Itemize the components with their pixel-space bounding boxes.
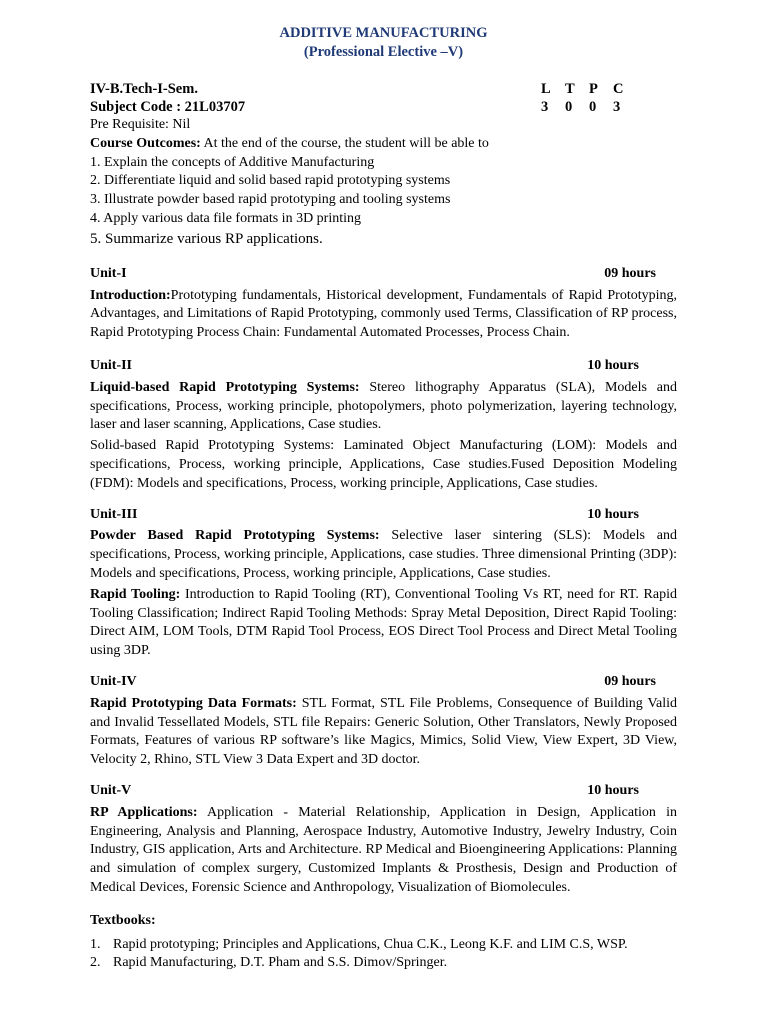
subject-code: Subject Code : 21L03707 [90, 99, 246, 115]
ltpc-label-c: C [613, 81, 624, 97]
topic-heading: Liquid-based Rapid Prototyping Systems: [90, 379, 360, 395]
topic-heading: RP Applications: [90, 804, 198, 820]
unit-paragraph [90, 804, 677, 898]
ltpc-value-l: 3 [541, 99, 549, 115]
unit-name: Unit-I [90, 265, 127, 281]
topic-text: Stereo lithography Apparatus (SLA), Models and specifications, Process, working principle, photopolymers, photo polymerization, layering technology, laser and laser scanning, Applications, Case studies. [90, 379, 677, 433]
prerequisite: Pre Requisite: Nil [90, 117, 191, 132]
course-subtitle: (Professional Elective –V) [303, 44, 464, 60]
textbook-number: 1. [90, 937, 101, 953]
topic-heading: Powder Based Rapid Prototyping Systems: [90, 528, 380, 544]
unit-paragraph [90, 379, 677, 435]
unit-hours: 10 hours [587, 506, 639, 522]
unit-hours: 10 hours [587, 782, 639, 798]
topic-heading: Rapid Prototyping Data Formats: [90, 695, 297, 711]
outcome-item: 1. Explain the concepts of Additive Manufacturing [90, 154, 375, 170]
unit-name: Unit-II [90, 357, 133, 373]
course-title: ADDITIVE MANUFACTURING [279, 25, 488, 41]
outcome-item: 4. Apply various data file formats in 3D printing [90, 210, 362, 226]
topic-heading: Introduction: [90, 287, 171, 303]
topic-text: Introduction to Rapid Tooling (RT), Conventional Tooling Vs RT, need for RT. Rapid Tooling Classification; Indirect Rapid Tooling Methods: Spray Metal Deposition, Direct Rapid Tooling: Direct AIM, LOM Tools, DTM Rapid Tool Process, EOS Direct Tool Process and Direct Metal Tooling using 3DP. [90, 586, 677, 659]
unit-hours: 10 hours [587, 357, 639, 373]
textbook-number: 2. [90, 954, 101, 970]
unit-hours: 09 hours [604, 265, 656, 281]
ltpc-label-l: L [541, 81, 551, 97]
outcome-item: 2. Differentiate liquid and solid based rapid prototyping systems [90, 173, 451, 189]
textbook-item [90, 954, 677, 972]
textbooks-heading: Textbooks: [90, 912, 156, 928]
textbook-item [90, 936, 677, 954]
ltpc-value-t: 0 [565, 99, 573, 115]
unit-5-heading [90, 782, 677, 801]
unit-1-heading [90, 265, 677, 284]
syllabus-page [90, 24, 677, 971]
unit-paragraph [90, 586, 677, 661]
ltpc-label-t: T [565, 81, 575, 97]
semester-label: IV-B.Tech-I-Sem. [90, 81, 198, 97]
topic-text: STL Format, STL File Problems, Consequence of Building Valid and Invalid Tessellated Models, STL file Repairs: Generic Solution, Other Translators, Newly Proposed Formats, Features of various RP software’s like Magics, Mimics, Solid View, View Expert, 3D View, Velocity 2, Rhino, STL View 3 Data Expert and 3D doctor. [90, 695, 677, 768]
outcome-item: 3. Illustrate powder based rapid prototyping and tooling systems [90, 192, 451, 208]
ltpc-label-p: P [589, 81, 598, 97]
course-outcomes-list [90, 154, 677, 249]
ltpc-values [541, 98, 677, 116]
unit-paragraph [90, 287, 677, 343]
course-outcomes-label: Course Outcomes: [90, 135, 201, 151]
textbook-text: Rapid prototyping; Principles and Applications, Chua C.K., Leong K.F. and LIM C.S, WSP. [113, 937, 628, 953]
topic-text: Prototyping fundamentals, Historical development, Fundamentals of Rapid Prototyping, Advantages, and Limitations of Rapid Prototyping, commonly used Terms, Classification of RP process, Rapid Prototyping Process Chain: Fundamental Automated Processes, Process Chain. [90, 287, 677, 341]
semester-row [90, 80, 677, 98]
ltpc-labels [541, 80, 677, 98]
ltpc-value-c: 3 [613, 99, 621, 115]
topic-text: Selective laser sintering (SLS): Models and specifications, Process, working principle, Applications, case studies. Three dimensional Printing (3DP): Models and specifications, Process, working principle, Applications, Case studies. [90, 528, 677, 581]
subject-code-row [90, 98, 677, 116]
unit-name: Unit-IV [90, 673, 137, 689]
topic-text: Application - Material Relationship, Application in Design, Application in Engineering, Analysis and Planning, Aerospace Industry, Automotive Industry, Jewelry Industry, Coin Industry, GIS application, Arts and Architecture. RP Medical and Bioengineering Applications: Planning and simulation of complex surgery, Customized Implants & Prosthesis, Design and Production of Medical Devices, Forensic Science and Anthropology, Visualization of Biomolecules. [90, 804, 677, 895]
unit-4-heading [90, 673, 677, 692]
topic-text: Solid-based Rapid Prototyping Systems: Laminated Object Manufacturing (LOM): Models and specifications, Process, working principle, Applications, Case studies.Fused Deposition Modeling (FDM): Models and specifications, Process, working principle, Applications, Case studies. [90, 438, 677, 491]
outcome-item: 5. Summarize various RP applications. [90, 230, 323, 247]
textbook-text: Rapid Manufacturing, D.T. Pham and S.S. Dimov/Springer. [113, 954, 448, 970]
unit-name: Unit-III [90, 506, 138, 522]
textbooks-list [90, 936, 677, 971]
unit-paragraph [90, 695, 677, 770]
unit-2-heading [90, 357, 677, 376]
unit-paragraph [90, 437, 677, 493]
unit-paragraph [90, 527, 677, 583]
unit-hours: 09 hours [604, 673, 656, 689]
topic-heading: Rapid Tooling: [90, 586, 181, 602]
course-outcomes-intro [90, 135, 677, 154]
unit-3-heading [90, 506, 677, 525]
ltpc-value-p: 0 [589, 99, 597, 115]
course-outcomes-text: At the end of the course, the student will be able to [200, 135, 489, 151]
unit-name: Unit-V [90, 782, 132, 798]
